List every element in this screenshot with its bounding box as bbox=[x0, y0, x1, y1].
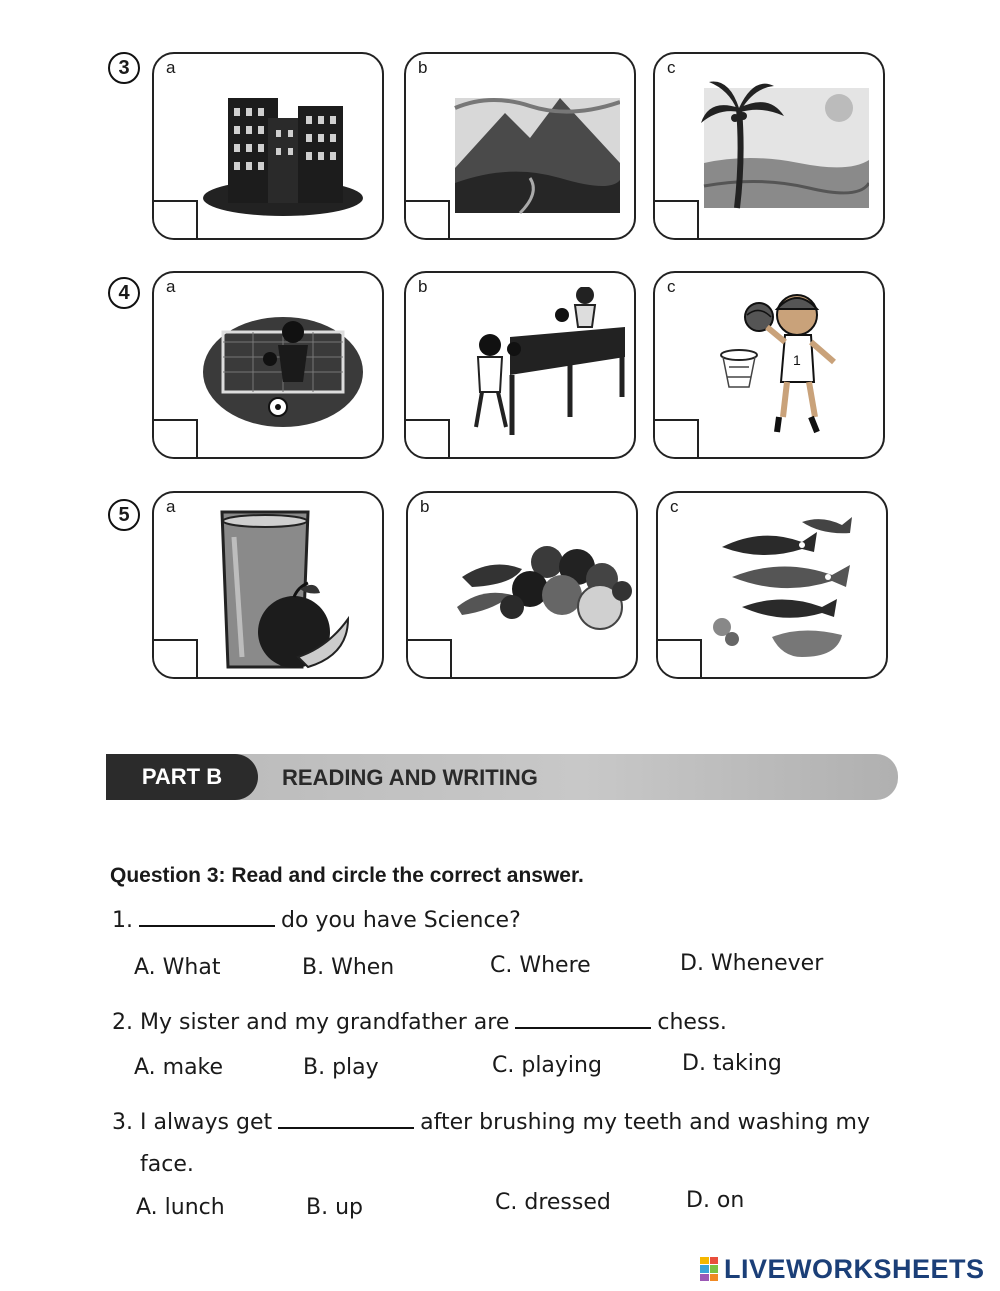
item-suffix: chess. bbox=[657, 1010, 727, 1035]
option-3d[interactable]: D. on bbox=[686, 1188, 745, 1213]
city-buildings-picture bbox=[198, 68, 368, 228]
logo-swatch bbox=[710, 1265, 719, 1272]
svg-text:1: 1 bbox=[793, 352, 801, 368]
option-1c[interactable]: C. Where bbox=[490, 953, 591, 978]
item-prefix: 1. bbox=[112, 908, 133, 933]
liveworksheets-logo bbox=[700, 1254, 985, 1284]
fruit-pile-picture bbox=[452, 507, 632, 667]
picture-card-5a[interactable] bbox=[152, 491, 384, 679]
option-2d[interactable]: D. taking bbox=[682, 1051, 782, 1076]
juice-and-fruit-picture bbox=[198, 507, 368, 677]
option-1d[interactable]: D. Whenever bbox=[680, 951, 824, 976]
answer-box[interactable] bbox=[406, 639, 452, 679]
option-3b[interactable]: B. up bbox=[306, 1195, 363, 1220]
card-letter: c bbox=[670, 497, 679, 516]
picture-card-5c[interactable] bbox=[656, 491, 888, 679]
row-number: 4 bbox=[108, 277, 140, 309]
answer-blank[interactable] bbox=[139, 924, 275, 927]
answer-blank[interactable] bbox=[278, 1126, 414, 1129]
picture-card-3c[interactable] bbox=[653, 52, 885, 240]
row-number: 5 bbox=[108, 499, 140, 531]
logo-text: LIVEWORKSHEETS bbox=[724, 1253, 985, 1284]
logo-swatch bbox=[700, 1265, 709, 1272]
option-1a[interactable]: A. What bbox=[134, 955, 221, 980]
answer-blank[interactable] bbox=[515, 1026, 651, 1029]
football-soccer-picture bbox=[198, 287, 368, 447]
answer-box[interactable] bbox=[152, 639, 198, 679]
item-prefix: 3. I always get bbox=[112, 1110, 273, 1135]
answer-box[interactable] bbox=[653, 419, 699, 459]
option-3a[interactable]: A. lunch bbox=[136, 1195, 225, 1220]
picture-card-4a[interactable] bbox=[152, 271, 384, 459]
table-tennis-picture bbox=[450, 287, 630, 447]
question-row-5 bbox=[0, 491, 1000, 691]
row-number: 3 bbox=[108, 52, 140, 84]
fish-seafood-picture bbox=[702, 507, 872, 677]
answer-box[interactable] bbox=[404, 419, 450, 459]
question-item-3-continuation: face. bbox=[140, 1152, 194, 1177]
card-letter: a bbox=[166, 277, 176, 296]
logo-swatch bbox=[710, 1257, 719, 1264]
item-prefix: 2. My sister and my grandfather are bbox=[112, 1010, 510, 1035]
palm-tree-beach-picture bbox=[699, 68, 869, 228]
question-item-2 bbox=[112, 1010, 727, 1035]
picture-card-4c[interactable] bbox=[653, 271, 885, 459]
card-letter: c bbox=[667, 58, 676, 77]
card-letter: b bbox=[418, 277, 428, 296]
option-2a[interactable]: A. make bbox=[134, 1055, 224, 1080]
question-item-1 bbox=[112, 908, 521, 933]
answer-box[interactable] bbox=[656, 639, 702, 679]
card-letter: c bbox=[667, 277, 676, 296]
question-row-3 bbox=[0, 52, 1000, 252]
card-letter: a bbox=[166, 497, 176, 516]
answer-box[interactable] bbox=[152, 200, 198, 240]
card-letter: a bbox=[166, 58, 176, 77]
question-row-4 bbox=[0, 271, 1000, 471]
question-3-title: Question 3: Read and circle the correct answer. bbox=[110, 864, 584, 887]
option-1b[interactable]: B. When bbox=[302, 955, 395, 980]
answer-box[interactable] bbox=[152, 419, 198, 459]
answer-box[interactable] bbox=[404, 200, 450, 240]
picture-card-3a[interactable] bbox=[152, 52, 384, 240]
logo-icon bbox=[700, 1257, 718, 1281]
option-2c[interactable]: C. playing bbox=[492, 1053, 602, 1078]
item-suffix: after brushing my teeth and washing my bbox=[420, 1110, 870, 1135]
part-b-banner bbox=[106, 754, 898, 800]
picture-card-4b[interactable] bbox=[404, 271, 636, 459]
card-letter: b bbox=[418, 58, 428, 77]
answer-box[interactable] bbox=[653, 200, 699, 240]
option-2b[interactable]: B. play bbox=[303, 1055, 379, 1080]
logo-swatch bbox=[710, 1274, 719, 1281]
picture-card-5b[interactable] bbox=[406, 491, 638, 679]
option-3c[interactable]: C. dressed bbox=[495, 1190, 611, 1215]
picture-card-3b[interactable] bbox=[404, 52, 636, 240]
part-b-title: READING AND WRITING bbox=[282, 765, 538, 790]
card-letter: b bbox=[420, 497, 430, 516]
logo-swatch bbox=[700, 1257, 709, 1264]
mountains-countryside-picture bbox=[450, 68, 620, 228]
item-suffix: do you have Science? bbox=[281, 908, 521, 933]
basketball-picture bbox=[699, 287, 869, 452]
logo-swatch bbox=[700, 1274, 709, 1281]
part-b-tag: PART B bbox=[106, 754, 258, 800]
question-item-3 bbox=[112, 1110, 870, 1135]
